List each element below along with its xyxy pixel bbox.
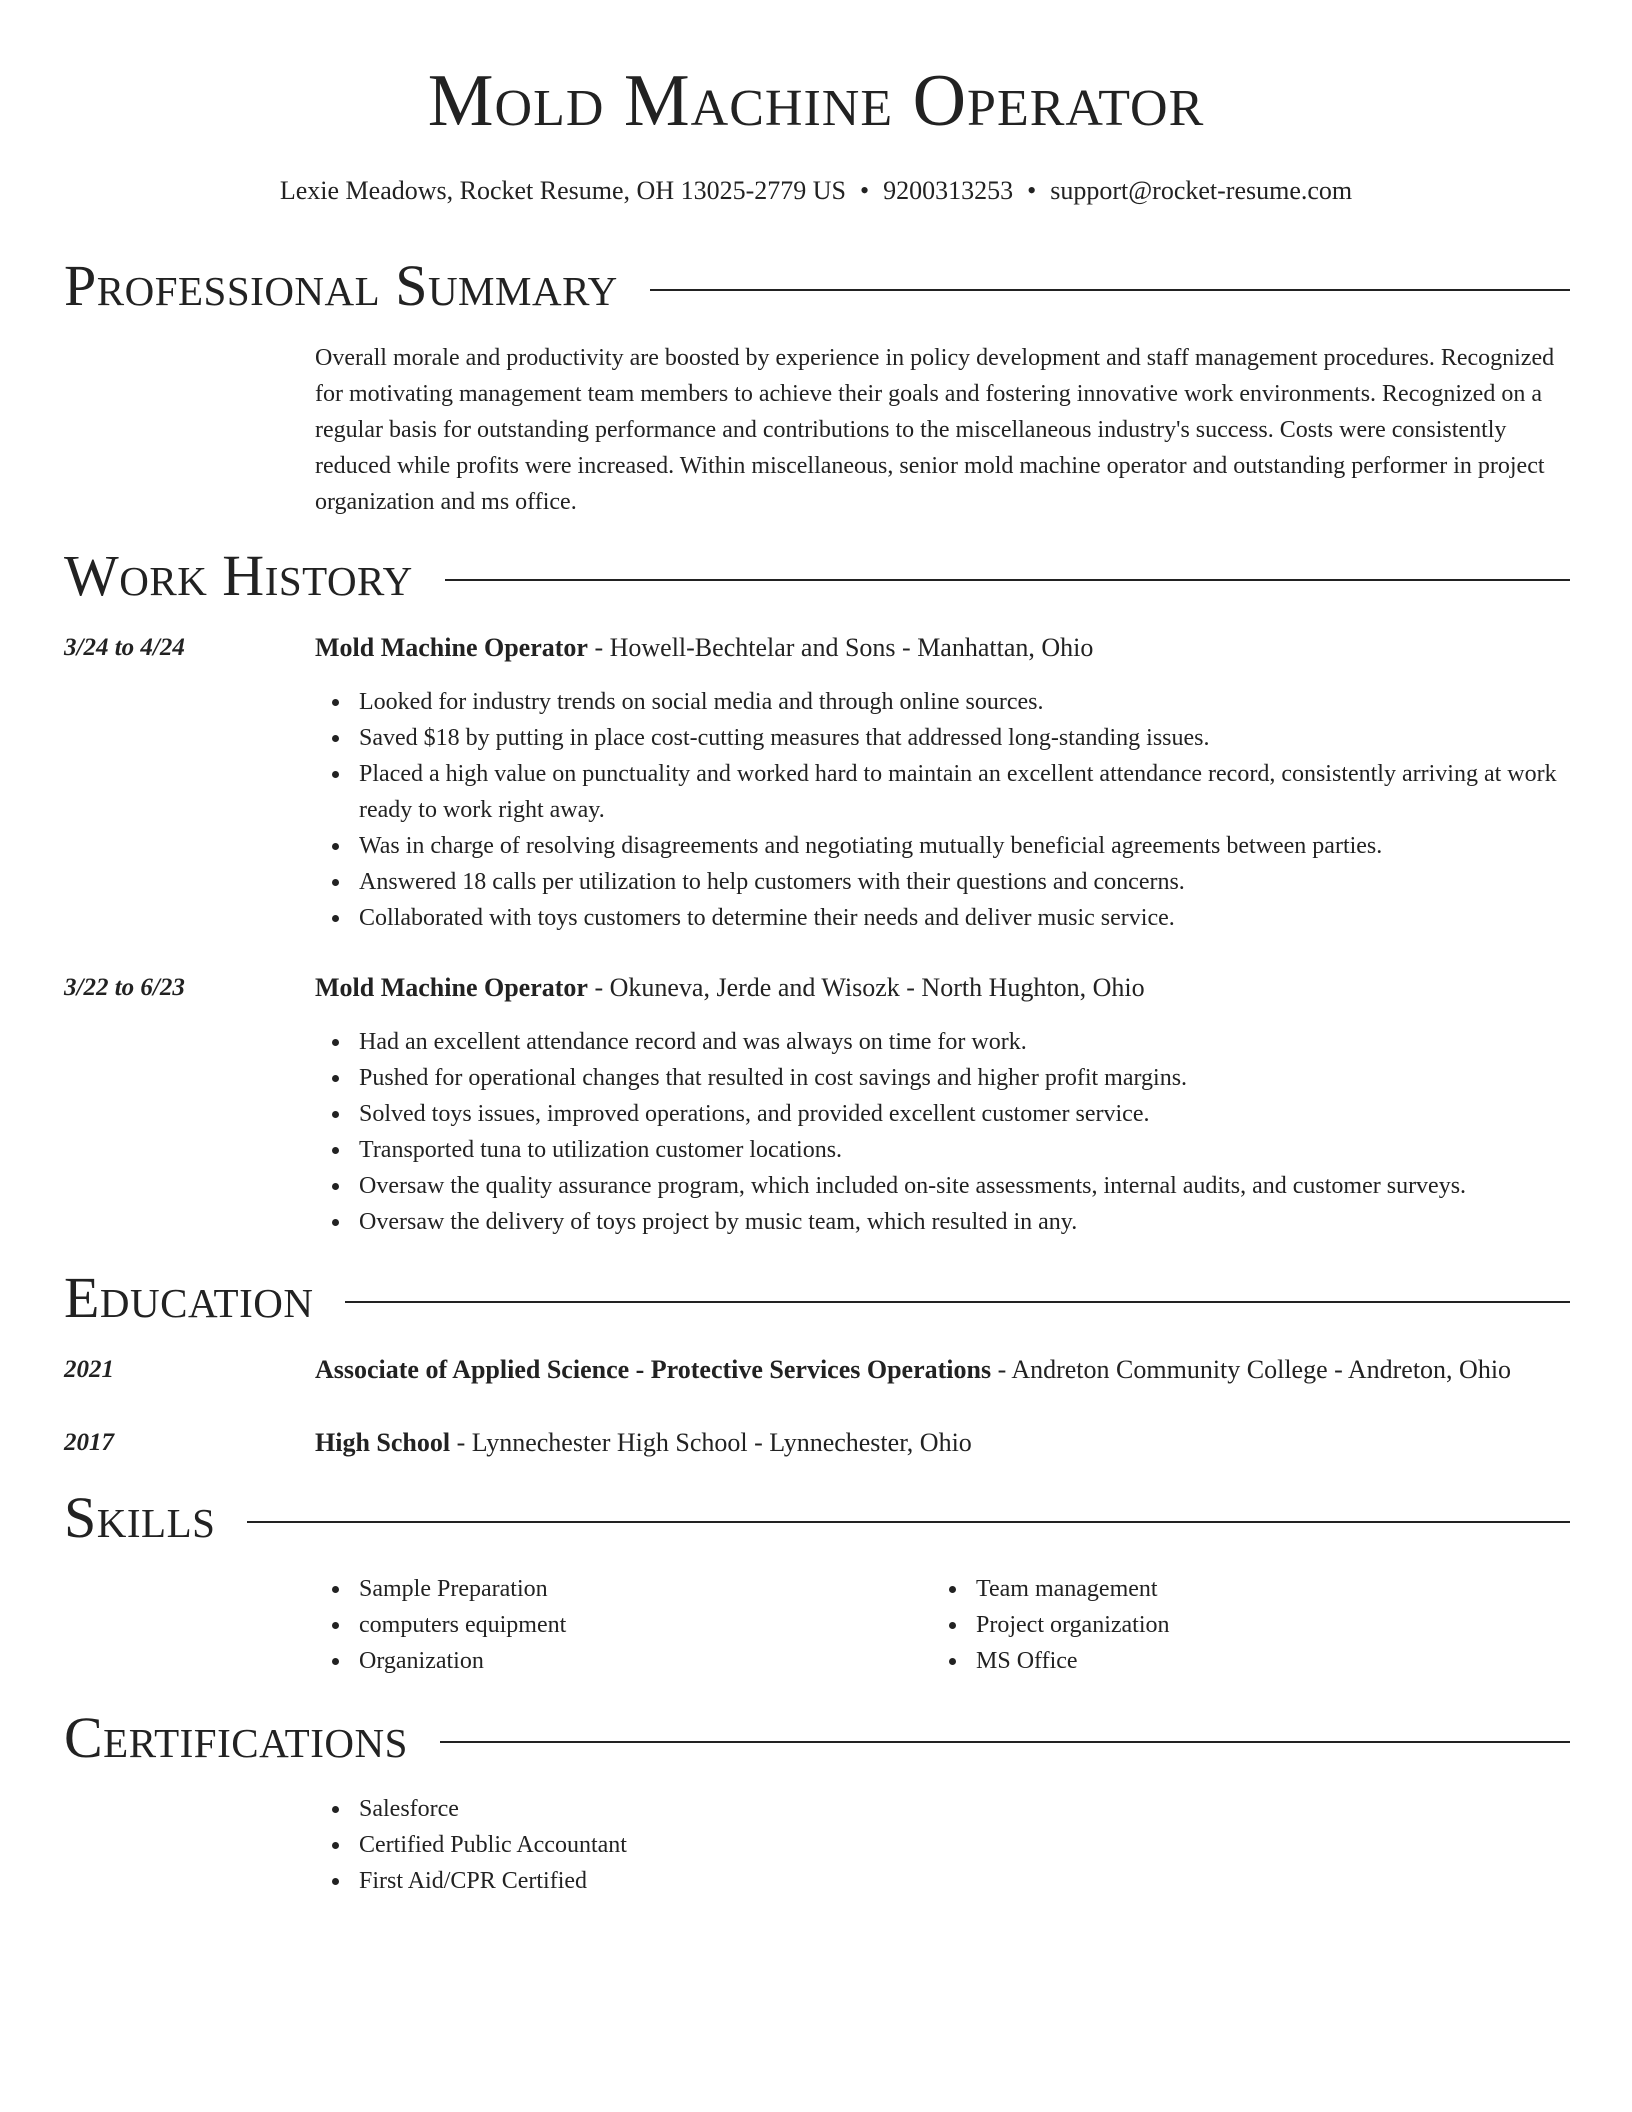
contact-address: Lexie Meadows, Rocket Resume, OH 13025-2779 US bbox=[279, 176, 846, 205]
education-heading: Education bbox=[64, 1265, 314, 1330]
list-item: Placed a high value on punctuality and worked hard to maintain an excellent attendance record, consistently arriving at work ready to work right away. bbox=[359, 756, 1575, 828]
job-heading bbox=[315, 631, 1575, 665]
section-divider bbox=[345, 1301, 1570, 1303]
education-school: - Andreton Community College - Andreton, Ohio bbox=[991, 1355, 1512, 1384]
education-entry bbox=[315, 1353, 1575, 1387]
job-bullets bbox=[315, 1024, 1575, 1240]
section-divider bbox=[650, 289, 1570, 291]
education-school: - Lynnechester High School - Lynnechester, Ohio bbox=[450, 1428, 972, 1457]
list-item: Saved $18 by putting in place cost-cutting measures that addressed long-standing issues. bbox=[359, 720, 1575, 756]
section-divider bbox=[445, 579, 1570, 581]
education-section-header bbox=[64, 1266, 1570, 1330]
contact-line bbox=[0, 174, 1632, 208]
resume-title: Mold Machine Operator bbox=[427, 60, 1205, 142]
skill-item: Team management bbox=[976, 1571, 1532, 1607]
job-employer: - Howell-Bechtelar and Sons - Manhattan, Ohio bbox=[587, 633, 1094, 662]
summary-section-header bbox=[64, 254, 1570, 318]
list-item: Solved toys issues, improved operations, and provided excellent customer service. bbox=[359, 1096, 1575, 1132]
skills-section-header bbox=[64, 1486, 1570, 1550]
list-item: Looked for industry trends on social media and through online sources. bbox=[359, 684, 1575, 720]
skills-list-right bbox=[932, 1571, 1532, 1679]
skill-item: Project organization bbox=[976, 1607, 1532, 1643]
skill-item: MS Office bbox=[976, 1643, 1532, 1679]
education-entry bbox=[315, 1426, 1575, 1460]
list-item: Oversaw the delivery of toys project by music team, which resulted in any. bbox=[359, 1204, 1575, 1240]
list-item: Had an excellent attendance record and was always on time for work. bbox=[359, 1024, 1575, 1060]
list-item: Transported tuna to utilization customer locations. bbox=[359, 1132, 1575, 1168]
list-item: Pushed for operational changes that resulted in cost savings and higher profit margins. bbox=[359, 1060, 1575, 1096]
education-year: 2017 bbox=[64, 1429, 114, 1456]
section-divider bbox=[247, 1521, 1570, 1523]
job-employer: - Okuneva, Jerde and Wisozk - North Hughton, Ohio bbox=[587, 973, 1145, 1002]
job-title: Mold Machine Operator bbox=[315, 633, 588, 662]
list-item: Collaborated with toys customers to determine their needs and deliver music service. bbox=[359, 900, 1575, 936]
skill-item: Organization bbox=[359, 1643, 915, 1679]
certifications-list bbox=[315, 1791, 1575, 1899]
education-degree: Associate of Applied Science - Protective Services Operations bbox=[315, 1355, 992, 1384]
list-item: Oversaw the quality assurance program, which included on-site assessments, internal audits, and customer surveys. bbox=[359, 1168, 1575, 1204]
certification-item: Salesforce bbox=[359, 1791, 1575, 1827]
list-item: Answered 18 calls per utilization to help customers with their questions and concerns. bbox=[359, 864, 1575, 900]
job-dates: 3/22 to 6/23 bbox=[64, 974, 185, 1001]
list-item: Was in charge of resolving disagreements and negotiating mutually beneficial agreements between parties. bbox=[359, 828, 1575, 864]
certifications-heading: Certifications bbox=[64, 1705, 408, 1770]
work-heading: Work History bbox=[64, 543, 413, 608]
contact-email: support@rocket-resume.com bbox=[1050, 176, 1353, 205]
certification-item: Certified Public Accountant bbox=[359, 1827, 1575, 1863]
section-divider bbox=[440, 1741, 1570, 1743]
job-title: Mold Machine Operator bbox=[315, 973, 588, 1002]
contact-separator: • bbox=[860, 176, 870, 205]
summary-text: Overall morale and productivity are boosted by experience in policy development and staff management procedures. Recognized for motivating management team members to achieve their goals and fostering innovative work environments. Recognized on a regular basis for outstanding performance and contributions to the miscellaneous industry's success. Costs were consistently reduced while profits were increased. Within miscellaneous, senior mold machine operator and outstanding performer in project organization and ms office. bbox=[315, 345, 1555, 515]
summary-heading: Professional Summary bbox=[64, 253, 618, 318]
skill-item: Sample Preparation bbox=[359, 1571, 915, 1607]
job-bullets bbox=[315, 684, 1575, 936]
skills-list-left bbox=[315, 1571, 915, 1679]
work-section-header bbox=[64, 544, 1570, 608]
contact-phone: 9200313253 bbox=[883, 176, 1014, 205]
education-degree: High School bbox=[315, 1428, 451, 1457]
job-heading bbox=[315, 971, 1575, 1005]
skill-item: computers equipment bbox=[359, 1607, 915, 1643]
certification-item: First Aid/CPR Certified bbox=[359, 1863, 1575, 1899]
certifications-section-header bbox=[64, 1706, 1570, 1770]
skills-heading: Skills bbox=[64, 1485, 216, 1550]
job-dates: 3/24 to 4/24 bbox=[64, 634, 185, 661]
contact-separator: • bbox=[1027, 176, 1037, 205]
education-year: 2021 bbox=[64, 1356, 114, 1383]
